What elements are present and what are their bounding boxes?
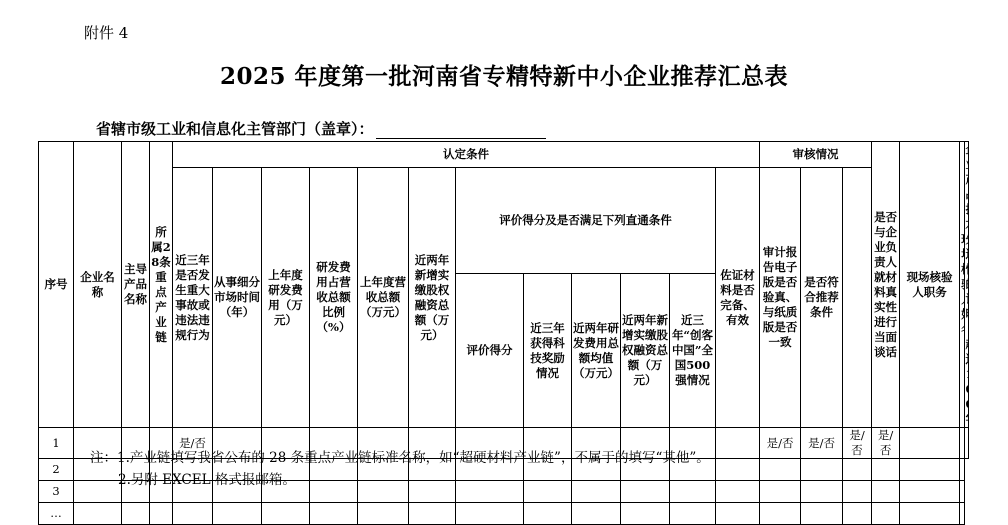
header-company: 企业名称 [74, 142, 122, 428]
header-score: 评价得分 [456, 274, 524, 428]
note-1: 注：1.产业链填写我省公布的 28 条重点产业链标准名称，如“超硬材料产业链”，不属于的填写“其他”。 [90, 450, 710, 466]
header-recommend: 是否符合推荐条件 [801, 168, 843, 428]
attachment-label: 附件 4 [84, 24, 129, 42]
header-inspector-title: 现场核验人职务 [900, 142, 960, 428]
row-interview: 是/否 [872, 428, 900, 459]
header-equity2: 近两年新增实缴股权融资总额（万元） [621, 274, 670, 428]
header-group-criteria: 认定条件 [173, 142, 760, 168]
row-violation: 是/否 [173, 428, 213, 459]
department-blank [376, 124, 546, 139]
row-seq: 1 [39, 428, 74, 459]
header-maker500: 近三年“创客中国”全国500强情况 [670, 274, 716, 428]
header-equity: 近两年新增实缴股权融资总额（万元） [409, 168, 456, 428]
row-seq: 3 [39, 481, 74, 503]
header-group-review: 审核情况 [760, 142, 872, 168]
header-evidence: 佐证材料是否完备、有效 [716, 168, 760, 428]
header-seq: 序号 [39, 142, 74, 428]
header-violation: 近三年是否发生重大事故或违法违规行为 [173, 168, 213, 428]
header-advanced [964, 142, 968, 428]
header-rd-avg: 近两年研发费用总额均值（万元） [572, 274, 621, 428]
row-evidence: 是/否 [760, 428, 801, 459]
header-rd-expense: 上年度研发费用（万元） [262, 168, 310, 428]
header-award: 近三年获得科技奖励情况 [524, 274, 572, 428]
note-2: 2.另附 EXCEL 格式报邮箱。 [118, 472, 296, 488]
row-recommend: 是/否 [843, 428, 872, 459]
header-rd-ratio: 研发费用占营收总额比例（%） [310, 168, 358, 428]
header-revenue: 上年度营收总额（万元） [358, 168, 409, 428]
header-main-product: 主导产品名称 [122, 142, 150, 428]
row-audit: 是/否 [801, 428, 843, 459]
row-seq: 2 [39, 459, 74, 481]
notes [90, 447, 710, 491]
header-audit: 审计报告电子版是否验真、与纸质版是否一致 [760, 168, 801, 428]
header-niche-years: 从事细分市场时间（年） [213, 168, 262, 428]
department-label: 省辖市级工业和信息化主管部门（盖章）： [96, 120, 374, 138]
department-line [96, 118, 546, 139]
row-seq: … [39, 503, 74, 525]
page-title: 2025 年度第一批河南省专精特新中小企业推荐汇总表 [219, 63, 789, 90]
header-group-score: 评价得分及是否满足下列直通条件 [456, 168, 716, 274]
table-row [39, 503, 969, 525]
header-chain: 所属28条重点产业链 [150, 142, 173, 428]
header-interview: 是否与企业负责人就材料真实性进行当面谈话 [872, 142, 900, 428]
